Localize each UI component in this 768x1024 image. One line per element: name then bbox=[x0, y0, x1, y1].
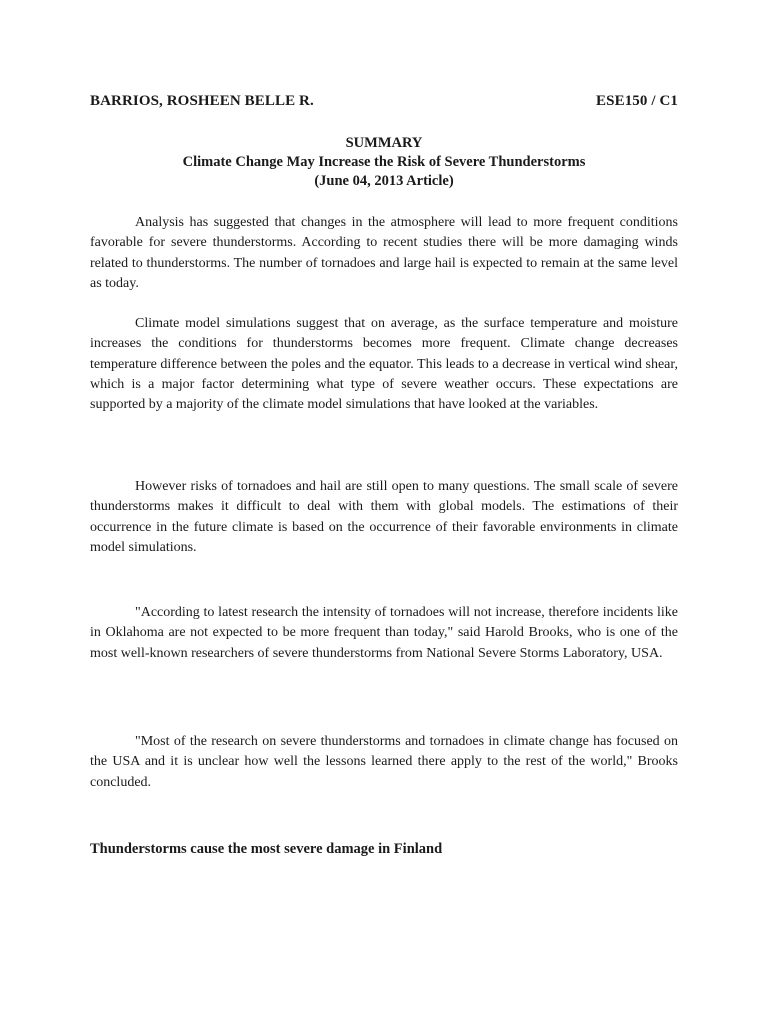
paragraph-2: Climate model simulations suggest that on average, as the surface temperature and moisture increases the conditions for thunderstorms becomes more frequent. Climate change decreases temperature difference between the poles and the equator. This leads to a decrease in vertical wind shear, which is a major factor determining what type of severe weather occurs. These expectations are supported by a majority of the climate model simulations that have looked at the variables. bbox=[90, 316, 678, 413]
section-subheading: Thunderstorms cause the most severe damage in Finland bbox=[90, 841, 443, 857]
paragraph-1: Analysis has suggested that changes in the atmosphere will lead to more frequent conditions favorable for severe thunderstorms. According to recent studies there will be more damaging winds related to thunderstorms. The number of tornadoes and large hail is expected to remain at the same level as today. bbox=[90, 215, 678, 291]
article-date: (June 04, 2013 Article) bbox=[314, 173, 454, 189]
article-title: Climate Change May Increase the Risk of Severe Thunderstorms bbox=[182, 154, 586, 170]
title-block bbox=[90, 134, 678, 191]
paragraph-3: However risks of tornadoes and hail are still open to many questions. The small scale of severe thunderstorms makes it difficult to deal with them with global models. The estimations of their occurrence in the future climate is based on the occurrence of their favorable environments in climate model simulations. bbox=[90, 479, 678, 555]
student-name: BARRIOS, ROSHEEN BELLE R. bbox=[90, 93, 314, 109]
course-code: ESE150 / C1 bbox=[596, 93, 678, 109]
paragraph-5: "Most of the research on severe thunderstorms and tornadoes in climate change has focused on the USA and it is unclear how well the lessons learned there apply to the rest of the world," Brooks concluded. bbox=[90, 734, 678, 790]
summary-heading: SUMMARY bbox=[345, 135, 423, 151]
document-header bbox=[90, 93, 678, 110]
paragraph-4: "According to latest research the intensity of tornadoes will not increase, therefore incidents like in Oklahoma are not expected to be more frequent than today," said Harold Brooks, who is one of the most well-known researchers of severe thunderstorms from National Severe Storms Laboratory, USA. bbox=[90, 605, 678, 661]
